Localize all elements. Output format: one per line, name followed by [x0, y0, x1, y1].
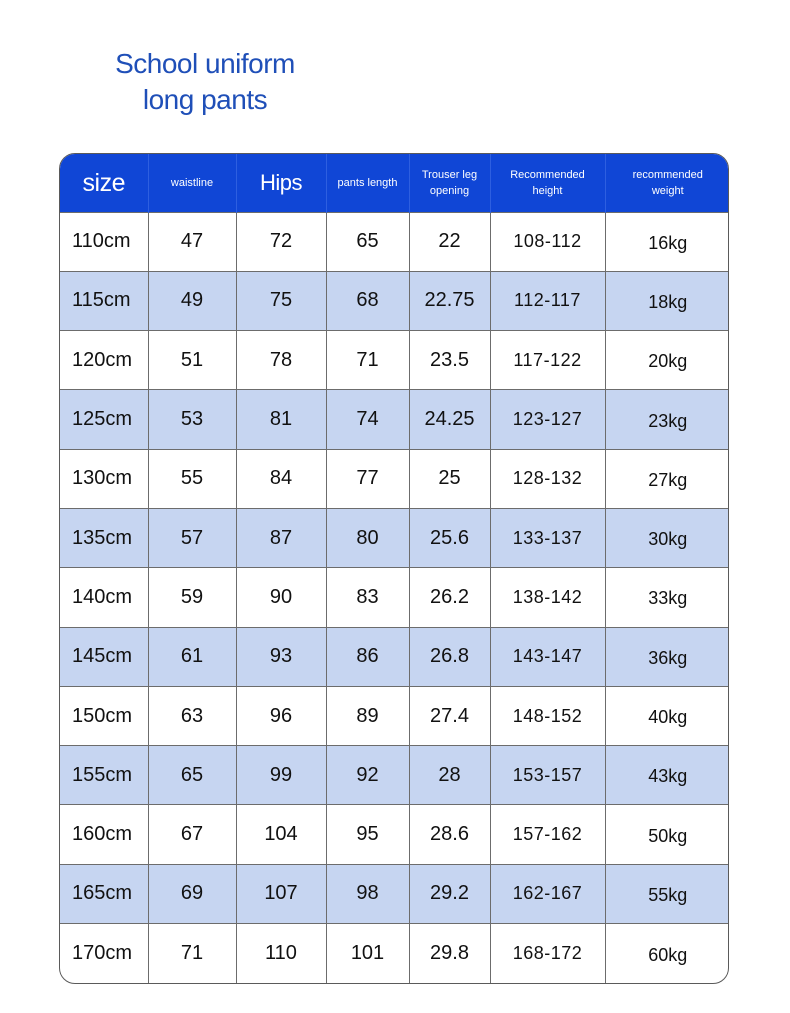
cell-waistline: 59: [148, 568, 236, 627]
cell-recommended-weight: 33kg: [605, 568, 729, 627]
cell-leg-opening: 26.2: [409, 568, 490, 627]
cell-hips: 90: [236, 568, 326, 627]
cell-size: 115cm: [60, 271, 148, 330]
cell-hips: 93: [236, 627, 326, 686]
cell-size: 160cm: [60, 805, 148, 864]
cell-hips: 110: [236, 924, 326, 983]
cell-pants-length: 74: [326, 390, 409, 449]
cell-recommended-weight: 40kg: [605, 686, 729, 745]
cell-leg-opening: 29.8: [409, 924, 490, 983]
table-row: [60, 508, 729, 567]
cell-leg-opening: 29.2: [409, 864, 490, 923]
cell-hips: 72: [236, 212, 326, 271]
header-hips: Hips: [236, 154, 326, 212]
cell-waistline: 57: [148, 508, 236, 567]
cell-hips: 99: [236, 746, 326, 805]
cell-size: 155cm: [60, 746, 148, 805]
cell-recommended-height: 162-167: [490, 864, 605, 923]
cell-recommended-height: 138-142: [490, 568, 605, 627]
cell-size: 120cm: [60, 331, 148, 390]
cell-recommended-height: 128-132: [490, 449, 605, 508]
cell-recommended-height: 133-137: [490, 508, 605, 567]
cell-recommended-weight: 20kg: [605, 331, 729, 390]
cell-hips: 75: [236, 271, 326, 330]
cell-hips: 107: [236, 864, 326, 923]
header-leg-opening-line-2: opening: [429, 184, 470, 197]
cell-recommended-weight: 60kg: [605, 924, 729, 983]
header-pants-length: pants length: [326, 154, 409, 212]
table-row: [60, 686, 729, 745]
cell-size: 165cm: [60, 864, 148, 923]
table-body: [60, 212, 729, 983]
cell-hips: 84: [236, 449, 326, 508]
header-recommended-weight-line-2: weight: [651, 184, 684, 197]
cell-waistline: 55: [148, 449, 236, 508]
cell-size: 150cm: [60, 686, 148, 745]
cell-recommended-height: 108-112: [490, 212, 605, 271]
page-title: [100, 46, 310, 118]
cell-hips: 96: [236, 686, 326, 745]
cell-size: 110cm: [60, 212, 148, 271]
cell-recommended-height: 153-157: [490, 746, 605, 805]
cell-hips: 81: [236, 390, 326, 449]
size-chart-table: [59, 153, 729, 984]
table-row: [60, 627, 729, 686]
table-row: [60, 924, 729, 983]
cell-waistline: 61: [148, 627, 236, 686]
cell-recommended-weight: 18kg: [605, 271, 729, 330]
table-row: [60, 390, 729, 449]
cell-pants-length: 89: [326, 686, 409, 745]
cell-hips: 104: [236, 805, 326, 864]
cell-pants-length: 95: [326, 805, 409, 864]
header-recommended-height: [490, 154, 605, 212]
cell-waistline: 51: [148, 331, 236, 390]
cell-recommended-weight: 23kg: [605, 390, 729, 449]
cell-size: 125cm: [60, 390, 148, 449]
table-header-row: [60, 154, 729, 212]
header-leg-opening-line-1: Trouser leg: [421, 168, 478, 181]
header-waistline: waistline: [148, 154, 236, 212]
cell-waistline: 69: [148, 864, 236, 923]
cell-waistline: 65: [148, 746, 236, 805]
cell-recommended-weight: 55kg: [605, 864, 729, 923]
title-line-2: long pants: [142, 84, 268, 115]
table-row: [60, 212, 729, 271]
table-row: [60, 568, 729, 627]
cell-leg-opening: 25.6: [409, 508, 490, 567]
cell-pants-length: 77: [326, 449, 409, 508]
cell-size: 170cm: [60, 924, 148, 983]
header-recommended-weight: [605, 154, 729, 212]
cell-waistline: 49: [148, 271, 236, 330]
cell-pants-length: 80: [326, 508, 409, 567]
cell-pants-length: 101: [326, 924, 409, 983]
header-recommended-height-line-1: Recommended: [510, 168, 585, 181]
table-row: [60, 805, 729, 864]
cell-pants-length: 86: [326, 627, 409, 686]
cell-leg-opening: 26.8: [409, 627, 490, 686]
table-row: [60, 271, 729, 330]
cell-hips: 87: [236, 508, 326, 567]
header-recommended-weight-line-1: recommended: [632, 168, 703, 181]
header-size: size: [82, 168, 125, 197]
cell-recommended-weight: 50kg: [605, 805, 729, 864]
cell-leg-opening: 22: [409, 212, 490, 271]
cell-recommended-height: 148-152: [490, 686, 605, 745]
cell-recommended-height: 117-122: [490, 331, 605, 390]
cell-pants-length: 68: [326, 271, 409, 330]
table-row: [60, 331, 729, 390]
table-row: [60, 864, 729, 923]
header-recommended-height-line-2: height: [532, 184, 563, 197]
cell-size: 145cm: [60, 627, 148, 686]
cell-size: 135cm: [60, 508, 148, 567]
cell-pants-length: 83: [326, 568, 409, 627]
cell-waistline: 71: [148, 924, 236, 983]
header-leg-opening: [409, 154, 490, 212]
cell-recommended-height: 157-162: [490, 805, 605, 864]
cell-recommended-weight: 30kg: [605, 508, 729, 567]
cell-leg-opening: 22.75: [409, 271, 490, 330]
cell-leg-opening: 28: [409, 746, 490, 805]
cell-recommended-height: 168-172: [490, 924, 605, 983]
cell-waistline: 47: [148, 212, 236, 271]
cell-pants-length: 71: [326, 331, 409, 390]
cell-leg-opening: 23.5: [409, 331, 490, 390]
cell-leg-opening: 27.4: [409, 686, 490, 745]
cell-recommended-weight: 36kg: [605, 627, 729, 686]
cell-pants-length: 92: [326, 746, 409, 805]
cell-leg-opening: 25: [409, 449, 490, 508]
cell-recommended-weight: 16kg: [605, 212, 729, 271]
cell-waistline: 63: [148, 686, 236, 745]
cell-waistline: 53: [148, 390, 236, 449]
table-row: [60, 449, 729, 508]
cell-recommended-weight: 27kg: [605, 449, 729, 508]
cell-size: 130cm: [60, 449, 148, 508]
title-line-1: School uniform: [115, 48, 295, 79]
cell-pants-length: 65: [326, 212, 409, 271]
cell-recommended-height: 143-147: [490, 627, 605, 686]
cell-leg-opening: 24.25: [409, 390, 490, 449]
cell-pants-length: 98: [326, 864, 409, 923]
cell-recommended-height: 112-117: [490, 271, 605, 330]
cell-recommended-height: 123-127: [490, 390, 605, 449]
cell-size: 140cm: [60, 568, 148, 627]
cell-leg-opening: 28.6: [409, 805, 490, 864]
cell-recommended-weight: 43kg: [605, 746, 729, 805]
table-row: [60, 746, 729, 805]
cell-waistline: 67: [148, 805, 236, 864]
cell-hips: 78: [236, 331, 326, 390]
